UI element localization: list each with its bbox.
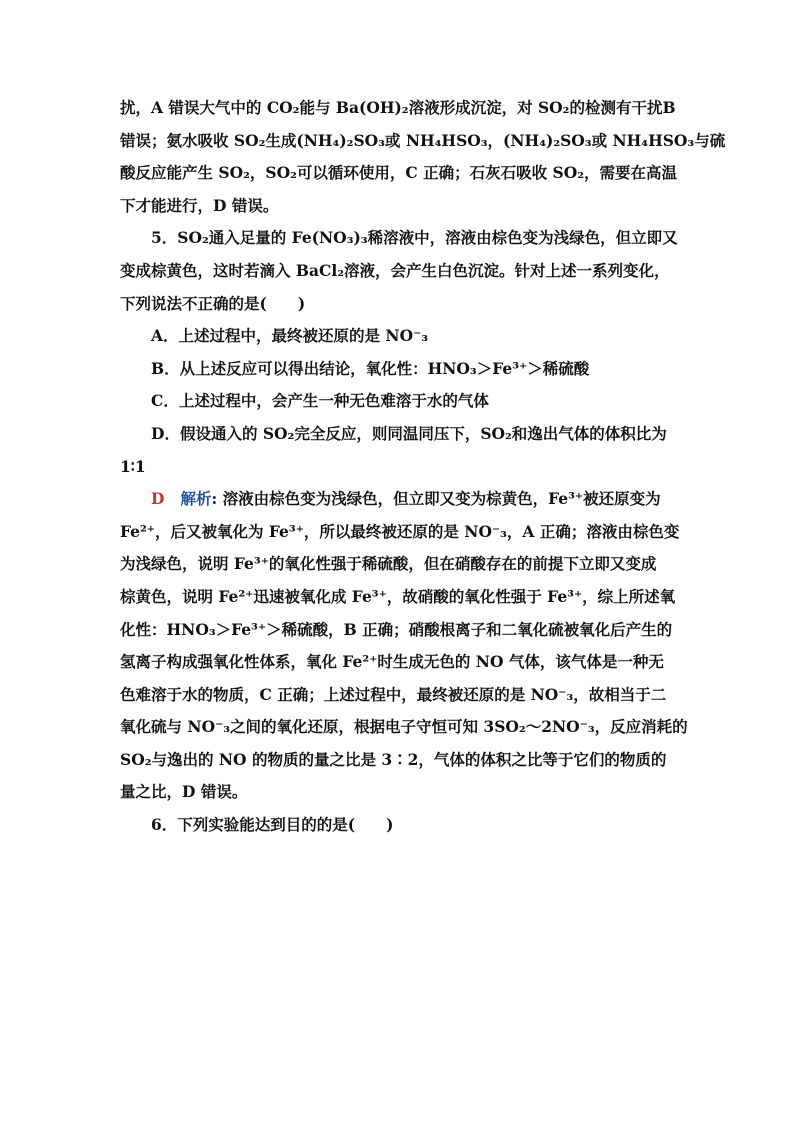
- answer-label: 解析: [180, 489, 212, 509]
- explanation-line: 量之比，D 错误。: [120, 782, 248, 802]
- option-d: D．假设通入的 SO₂完全反应，则同温同压下，SO₂和逸出气体的体积比为: [151, 423, 667, 443]
- answer-letter: D: [151, 489, 165, 509]
- explanation-line: 氢离子构成强氧化性体系，氧化 Fe²⁺时生成无色的 NO 气体，该气体是一种无: [120, 652, 664, 672]
- prev-explanation-line: 酸反应能产生 SO₂，SO₂可以循环使用，C 正确；石灰石吸收 SO₂，需要在高温: [120, 163, 677, 183]
- explanation-line: Fe²⁺，后又被氧化为 Fe³⁺，所以最终被还原的是 NO⁻₃，A 正确；溶液由棕色变: [120, 521, 680, 541]
- document-body: [120, 92, 726, 842]
- answer-line: [120, 483, 675, 516]
- option-c: C．上述过程中，会产生一种无色难溶于水的气体: [151, 391, 489, 411]
- question-5-stem: 变成棕黄色，这时若滴入 BaCl₂溶液，会产生白色沉淀。针对上述一系列变化，: [120, 260, 670, 280]
- prev-explanation-line: 下才能进行，D 错误。: [120, 195, 279, 215]
- prev-explanation-line: 扰，A 错误大气中的 CO₂能与 Ba(OH)₂溶液形成沉淀，对 SO₂的检测有干扰B: [120, 98, 676, 117]
- explanation-line: 棕黄色，说明 Fe²⁺迅速被氧化成 Fe³⁺，故硝酸的氧化性强于 Fe³⁺，综上所述氧: [120, 586, 676, 606]
- question-5-stem: 下列说法不正确的是( ): [120, 293, 306, 313]
- prev-explanation-line: 错误；氨水吸收 SO₂生成(NH₄)₂SO₃或 NH₄HSO₃，(NH₄)₂SO₃或 NH₄HSO₃与硫: [120, 130, 726, 150]
- question-5-stem: 5．SO₂通入足量的 Fe(NO₃)₃稀溶液中，溶液由棕色变为浅绿色，但立即又: [151, 228, 678, 248]
- explanation-text: : 溶液由棕色变为浅绿色，但立即又变为棕黄色，Fe³⁺被还原变为: [211, 489, 661, 509]
- explanation-line: 化性：HNO₃＞Fe³⁺＞稀硫酸，B 正确；硝酸根离子和二氧化硫被氧化后产生的: [120, 619, 673, 639]
- explanation-line: 色难溶于水的物质，C 正确；上述过程中，最终被还原的是 NO⁻₃，故相当于二: [120, 684, 667, 704]
- question-6-stem: 6．下列实验能达到目的的是( ): [151, 815, 394, 835]
- explanation-line: SO₂与逸出的 NO 的物质的量之比是 3∶2，气体的体积之比等于它们的物质的: [120, 749, 667, 769]
- explanation-line: 为浅绿色，说明 Fe³⁺的氧化性强于稀硫酸，但在硝酸存在的前提下立即又变成: [120, 554, 657, 574]
- explanation-line: 氧化硫与 NO⁻₃之间的氧化还原，根据电子守恒可知 3SO₂～2NO⁻₃，反应消耗的: [120, 717, 688, 737]
- option-d-continued: 1∶1: [120, 456, 146, 476]
- option-b: B．从上述反应可以得出结论，氧化性：HNO₃＞Fe³⁺＞稀硫酸: [151, 358, 590, 378]
- option-a: A．上述过程中，最终被还原的是 NO⁻₃: [151, 326, 429, 346]
